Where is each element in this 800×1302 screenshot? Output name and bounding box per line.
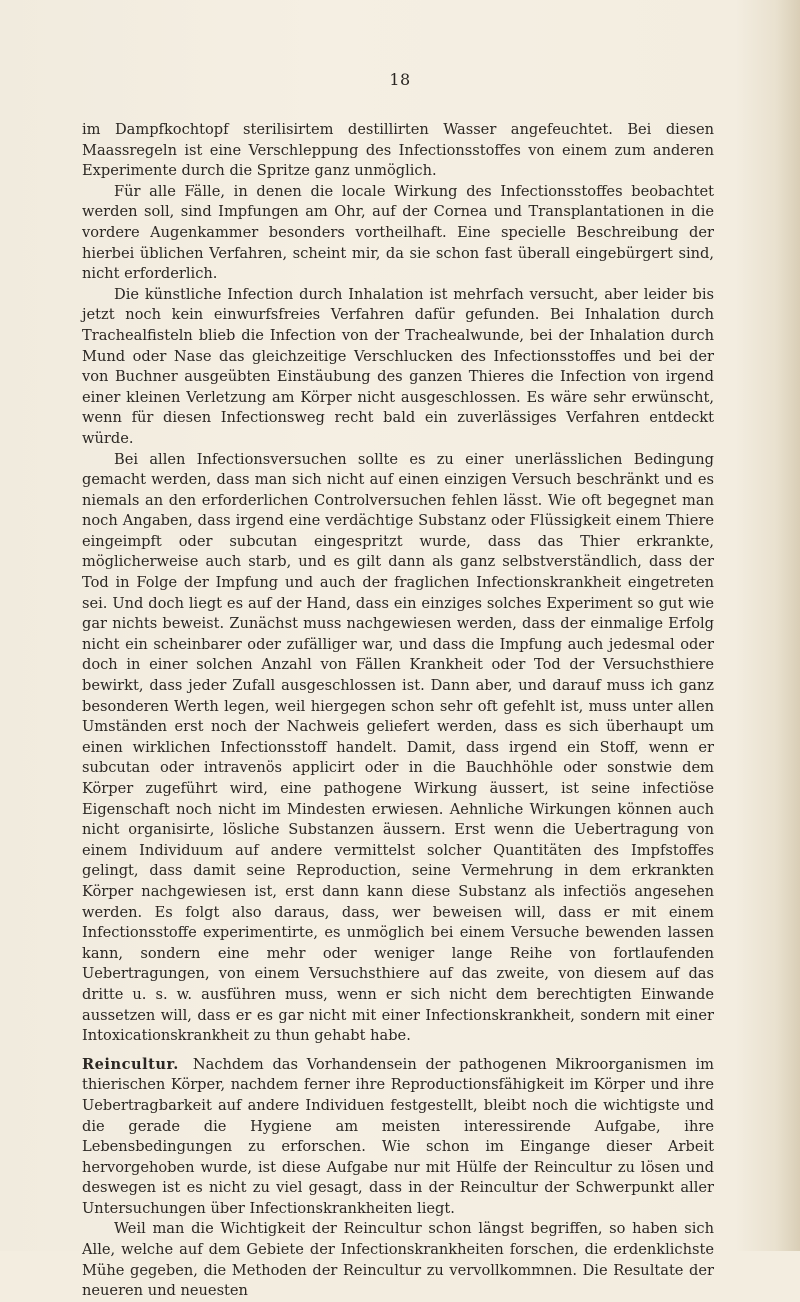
paragraph-1: im Dampfkochtopf sterilisirtem destillirten Wasser angefeuchtet. Bei diesen Maassregeln ist eine Verschleppung des Infectionsstoffes von einem zum anderen Experimente durch die Spritze ganz unmöglich. [82,121,714,180]
paragraph-5 [82,1055,714,1220]
paragraph-6: Weil man die Wichtigkeit der Reincultur schon längst begriffen, so haben sich Alle, welche auf dem Gebiete der Infectionskrankheiten forschen, die erdenklichste Mühe gegeben, die Methoden der Reincultur zu vervollkommnen. Die Resultate der neueren und neuesten [82,1220,714,1300]
page-number: 18 [389,70,411,89]
paragraph-2: Für alle Fälle, in denen die locale Wirkung des Infectionsstoffes beobachtet werden soll, sind Impfungen am Ohr, auf der Cornea und Transplantationen in die vordere Augenkammer besonders vortheilhaft. Eine specielle Beschreibung der hierbei üblichen Verfahren, scheint mir, da sie schon fast überall eingebürgert sind, nicht erforderlich. [82,182,714,283]
paragraph-3: Die künstliche Infection durch Inhalation ist mehrfach versucht, aber leider bis jetzt noch kein einwurfsfreies Verfahren dafür gefunden. Bei Inhalation durch Trachealfisteln blieb die Infection von der Trachealwunde, bei der Inhalation durch Mund oder Nase das gleichzeitige Verschlucken des Infectionsstoffes und bei der von Buchner ausgeübten Einstäubung des ganzen Thieres die Infection von irgend einer kleinen Verletzung am Körper nicht ausgeschlossen. Es wäre sehr erwünscht, wenn für diesen Infectionsweg recht bald ein zuverlässiges Verfahren entdeckt würde. [82,285,714,447]
paragraph-4: Bei allen Infectionsversuchen sollte es zu einer unerlässlichen Bedingung gemacht werden, dass man sich nicht auf einen einzigen Versuch beschränkt und es niemals an den erforderlichen Controlversuchen fehlen lässt. Wie oft begegnet man noch Angaben, dass irgend eine verdächtige Substanz oder Flüssigkeit einem Thiere eingeimpft oder subcutan eingespritzt wurde, dass das Thier erkrankte, möglicherweise auch starb, und es gilt dann als ganz selbstverständlich, dass der Tod in Folge der Impfung und auch der fraglichen Infectionskrankheit eingetreten sei. Und doch liegt es auf der Hand, dass ein einziges solches Experiment so gut wie gar nichts beweist. Zunächst muss nachgewiesen werden, dass der einmalige Erfolg nicht ein scheinbarer oder zufälliger war, und dass die Impfung auch jedesmal oder doch in einer solchen Anzahl von Fällen Krankheit oder Tod der Versuchsthiere bewirkt, dass jeder Zufall ausgeschlossen ist. Dann aber, und darauf muss ich ganz besonderen Werth legen, weil hiergegen schon sehr oft gefehlt ist, muss unter allen Umständen erst noch der Nachweis geliefert werden, dass es sich überhaupt um einen wirklichen Infectionsstoff handelt. Damit, dass irgend ein Stoff, wenn er subcutan oder intravenös applicirt oder in die Bauchhöhle oder sonstwie dem Körper zugeführt wird, eine pathogene Wirkung äussert, ist seine infectiöse Eigenschaft noch nicht im Mindesten erwiesen. Aehnliche Wirkungen können auch nicht organisirte, lösliche Substanzen äussern. Erst wenn die Uebertragung von einem Individuum auf andere vermittelst solcher Quantitäten des Impfstoffes gelingt, dass damit seine Reproduction, seine Vermehrung in dem erkrankten Körper nachgewiesen ist, erst dann kann diese Substanz als infectiös angesehen werden. Es folgt also daraus, dass, wer beweisen will, dass er mit einem Infectionsstoffe experimentirte, es unmöglich bei einem Versuche bewenden lassen kann, sondern eine mehr oder weniger lange Reihe von fortlaufenden Uebertragungen, von einem Versuchsthiere auf das zweite, von diesem auf das dritte u. s. w. ausführen muss, wenn er sich nicht dem berechtigten Einwande aussetzen will, dass er es gar nicht mit einer Infectionskrankheit, sondern mit einer Intoxicationskrankheit zu thun gehabt habe. [82,450,714,1045]
section-heading-reincultur: Reincultur. [82,1055,179,1073]
paragraph-5-text: Nachdem das Vorhandensein der pathogenen Mikroorganismen im thierischen Körper, nachdem ferner ihre Reproductionsfähigkeit im Körper und ihre Uebertragbarkeit auf andere Individuen festgestellt, bleibt noch die wichtigste und die gerade die Hygiene am meisten interessirende Aufgabe, ihre Lebensbedingungen zu erforschen. Wie schon im Eingange dieser Arbeit hervorgehoben wurde, ist diese Aufgabe nur mit Hülfe der Reincultur zu lösen und deswegen ist es nicht zu viel gesagt, dass in der Reincultur der Schwerpunkt aller Untersuchungen über Infectionskrankheiten liegt. [82,1055,714,1217]
body-text [82,120,714,1302]
